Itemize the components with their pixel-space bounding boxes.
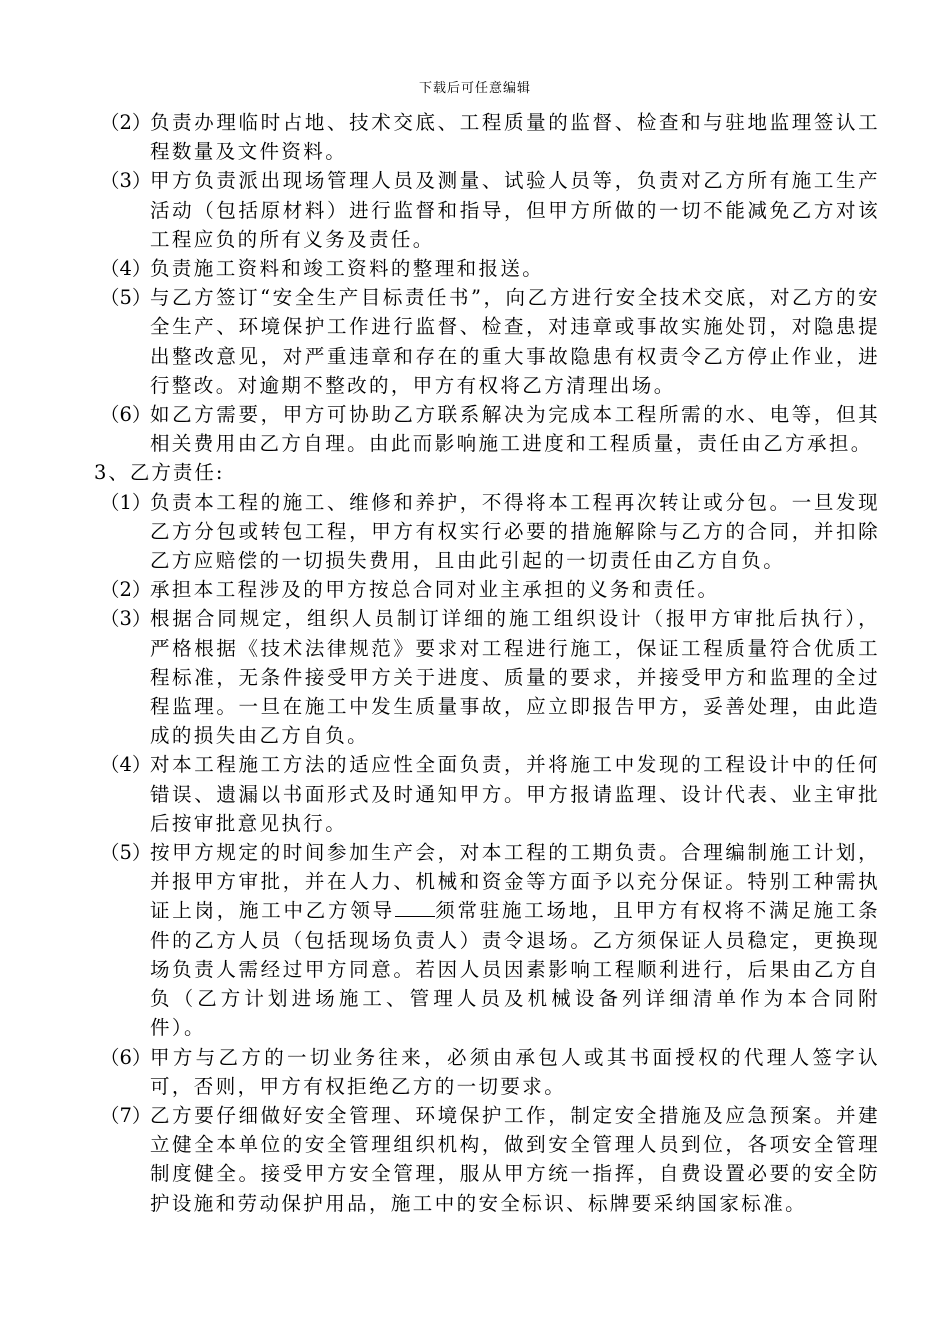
clause-text: 对本工程施工方法的适应性全面负责，并将施工中发现的工程设计中的任何错误、遗漏以书面形式及时通知甲方。甲方报请监理、设计代表、业主审批后按审批意见执行。 [150, 753, 880, 835]
party-a-clause-3 [100, 166, 880, 254]
clause-number: （2） [100, 578, 152, 602]
page-header: 下载后可任意编辑 [418, 81, 531, 96]
clause-number: （6） [100, 1045, 152, 1069]
clause-text: 根据合同规定，组织人员制订详细的施工组织设计（报甲方审批后执行），严格根据《技术法律规范》要求对工程进行施工，保证工程质量符合优质工程标准，无条件接受甲方关于进度、质量的要求，并接受甲方和监理的全过程监理。一旦在施工中发生质量事故，应立即报告甲方，妥善处理，由此造成的损失由乙方自负。 [150, 607, 880, 748]
party-b-clause-4 [100, 750, 880, 838]
clause-text: 负责施工资料和竣工资料的整理和报送。 [150, 257, 545, 281]
party-b-clause-2 [100, 575, 880, 604]
clause-number: （5） [100, 841, 152, 865]
party-a-clause-6 [100, 400, 880, 458]
clause-number: （6） [100, 403, 152, 427]
clause-text: 负责本工程的施工、维修和养护，不得将本工程再次转让或分包。一旦发现乙方分包或转包工程，甲方有权实行必要的措施解除与乙方的合同，并扣除乙方应赔偿的一切损失费用，且由此引起的一切责任由乙方自负。 [150, 490, 880, 573]
clause-text: 承担本工程涉及的甲方按总合同对业主承担的义务和责任。 [150, 578, 720, 602]
clause-text-after-blank: 须常驻施工场地，且甲方有权将不满足施工条件的乙方人员（包括现场负责人）责令退场。乙方须保证人员稳定，更换现场负责人需经过甲方同意。若因人员因素影响工程顺利进行，后果由乙方自负（乙方计划进场施工、管理人员及机械设备列详细清单作为本合同附件）。 [150, 899, 880, 1040]
clause-number: （7） [100, 1103, 152, 1127]
party-b-clause-1 [100, 488, 880, 576]
clause-text: 甲方负责派出现场管理人员及测量、试验人员等，负责对乙方所有施工生产活动（包括原材料）进行监督和指导，但甲方所做的一切不能减免乙方对该工程应负的所有义务及责任。 [150, 169, 880, 251]
party-b-clause-7 [100, 1101, 880, 1218]
clause-text: 如乙方需要，甲方可协助乙方联系解决为完成本工程所需的水、电等，但其相关费用由乙方自理。由此而影响施工进度和工程质量，责任由乙方承担。 [150, 403, 880, 456]
party-b-clause-5 [100, 838, 880, 1042]
clause-text-before-blank: 按甲方规定的时间参加生产会，对本工程的工期负责。合理编制施工计划，并报甲方审批，并在人力、机械和资金等方面予以充分保证。特别工种需执证上岗，施工中乙方领导 [150, 841, 880, 923]
clause-number: （2） [100, 111, 152, 134]
clause-number: （3） [100, 169, 152, 193]
party-a-clause-2 [100, 108, 880, 166]
party-b-clause-3 [100, 604, 880, 750]
clause-number: （5） [100, 286, 152, 310]
party-b-clause-6 [100, 1043, 880, 1101]
clause-number: （4） [100, 257, 152, 281]
clause-text: 与乙方签订“安全生产目标责任书”，向乙方进行安全技术交底，对乙方的安全生产、环境保护工作进行监督、检查，对违章或事故实施处罚，对隐患提出整改意见，对严重违章和存在的重大事故隐患有权责令乙方停止作业，进行整改。对逾期不整改的，甲方有权将乙方清理出场。 [150, 286, 880, 397]
clause-text: 负责办理临时占地、技术交底、工程质量的监督、检查和与驻地监理签认工程数量及文件资料。 [150, 111, 880, 164]
clause-number: （3） [100, 607, 152, 631]
clause-text: 乙方要仔细做好安全管理、环境保护工作，制定安全措施及应急预案。并建立健全本单位的安全管理组织机构，做到安全管理人员到位，各项安全管理制度健全。接受甲方安全管理，服从甲方统一指挥，自费设置必要的安全防护设施和劳动保护用品，施工中的安全标识、标牌要采纳国家标准。 [150, 1103, 880, 1215]
document-body [94, 108, 880, 1218]
party-a-clause-5 [100, 283, 880, 400]
clause-number: （4） [100, 753, 152, 777]
party-a-clause-4 [100, 254, 880, 283]
section-heading-party-b: 3、乙方责任: [94, 461, 225, 485]
fill-in-blank [395, 898, 435, 917]
clause-number: （1） [100, 490, 152, 514]
clause-text: 甲方与乙方的一切业务往来，必须由承包人或其书面授权的代理人签字认可，否则，甲方有权拒绝乙方的一切要求。 [150, 1045, 880, 1098]
